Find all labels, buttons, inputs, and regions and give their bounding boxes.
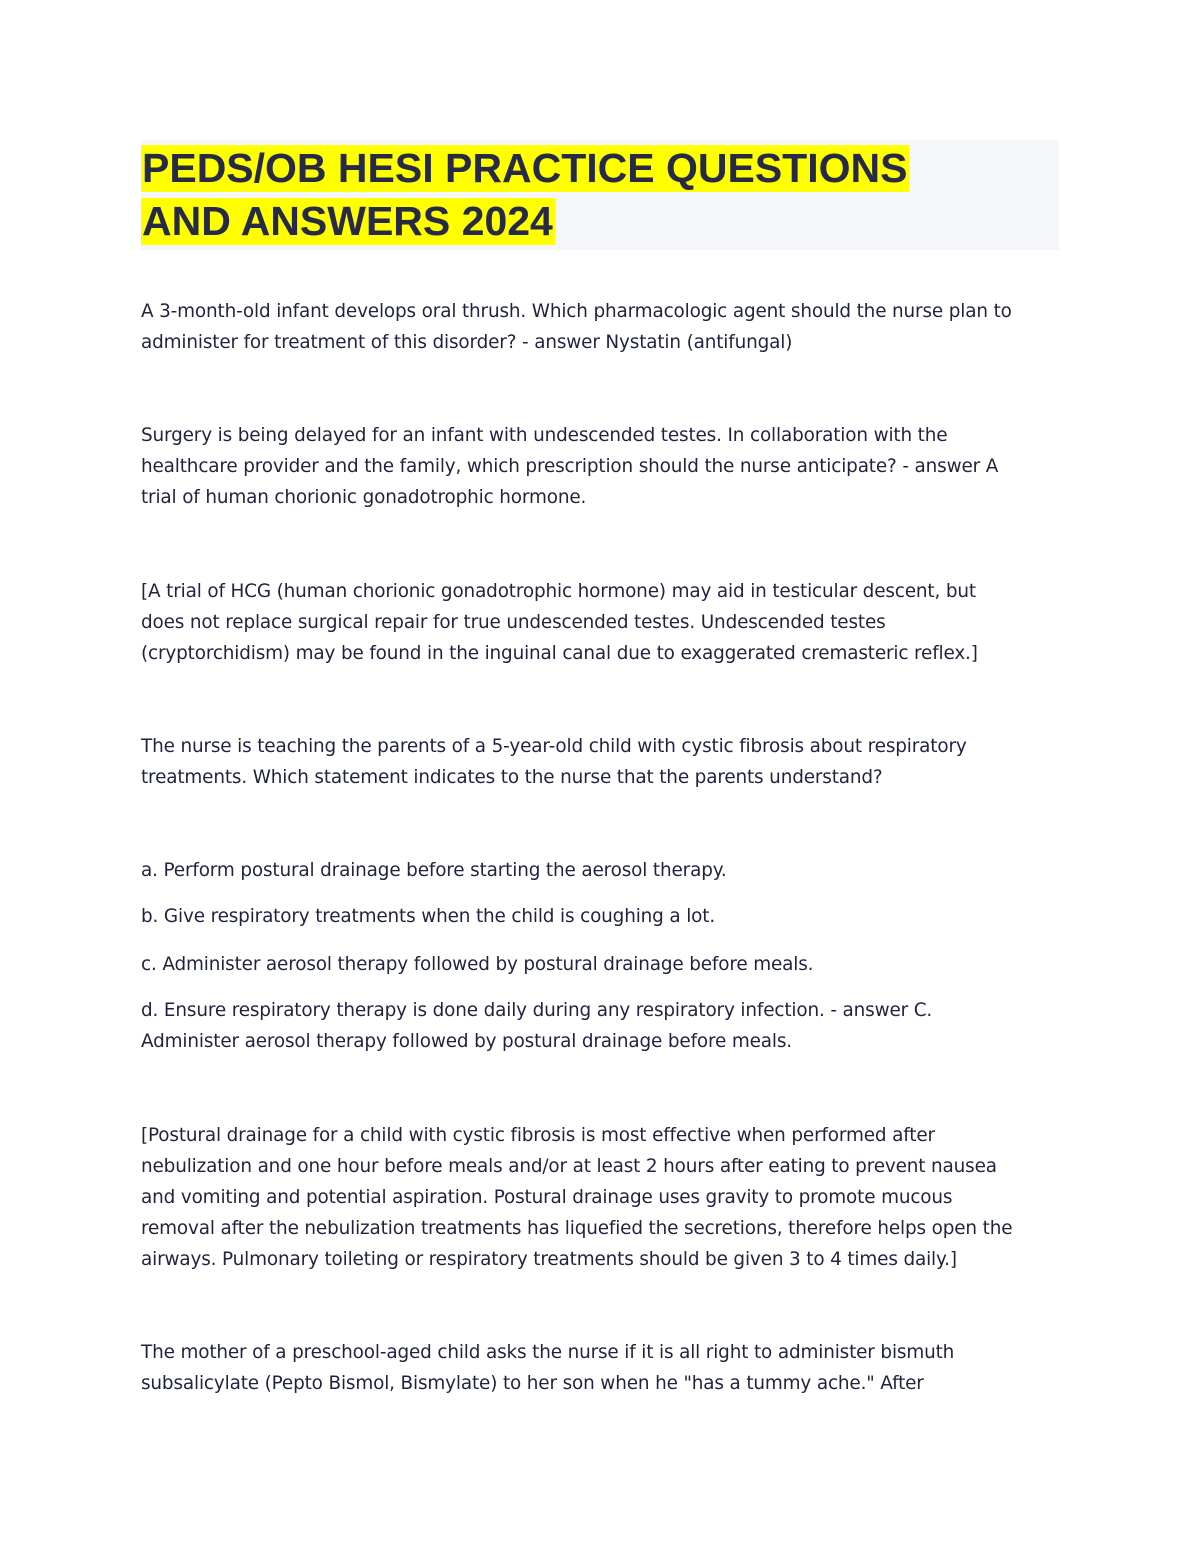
document-title bbox=[141, 142, 1041, 248]
paragraph-line: Surgery is being delayed for an infant with undescended testes. In collaboration with the bbox=[141, 425, 948, 446]
paragraph-line: b. Give respiratory treatments when the child is coughing a lot. bbox=[141, 906, 716, 927]
paragraph-line: a. Perform postural drainage before starting the aerosol therapy. bbox=[141, 860, 727, 881]
paragraph-line: treatments. Which statement indicates to the nurse that the parents understand? bbox=[141, 767, 883, 788]
option-a bbox=[141, 855, 1071, 886]
paragraph-line: removal after the nebulization treatments has liquefied the secretions, therefore helps open the bbox=[141, 1218, 1013, 1239]
paragraph-line: (cryptorchidism) may be found in the inguinal canal due to exaggerated cremasteric reflex.] bbox=[141, 643, 978, 664]
paragraph-line: The mother of a preschool-aged child asks the nurse if it is all right to administer bismuth bbox=[141, 1342, 955, 1363]
option-d-answer bbox=[141, 995, 1071, 1057]
paragraph-line: airways. Pulmonary toileting or respiratory treatments should be given 3 to 4 times daily.] bbox=[141, 1249, 957, 1270]
paragraph-line: The nurse is teaching the parents of a 5-year-old child with cystic fibrosis about respiratory bbox=[141, 736, 967, 757]
question-undescended-testes bbox=[141, 420, 1071, 513]
question-thrush bbox=[141, 296, 1071, 358]
paragraph-line: d. Ensure respiratory therapy is done daily during any respiratory infection. - answer C. bbox=[141, 1000, 933, 1021]
paragraph-line: nebulization and one hour before meals and/or at least 2 hours after eating to prevent nausea bbox=[141, 1156, 997, 1177]
option-b bbox=[141, 901, 1071, 932]
paragraph-line: [A trial of HCG (human chorionic gonadotrophic hormone) may aid in testicular descent, but bbox=[141, 581, 976, 602]
paragraph-line: Administer aerosol therapy followed by postural drainage before meals. bbox=[141, 1031, 793, 1052]
paragraph-line: and vomiting and potential aspiration. Postural drainage uses gravity to promote mucous bbox=[141, 1187, 953, 1208]
paragraph-line: subsalicylate (Pepto Bismol, Bismylate) to her son when he "has a tummy ache." After bbox=[141, 1373, 924, 1394]
paragraph-line: [Postural drainage for a child with cystic fibrosis is most effective when performed after bbox=[141, 1125, 935, 1146]
question-bismuth bbox=[141, 1337, 1071, 1399]
paragraph-line: c. Administer aerosol therapy followed by postural drainage before meals. bbox=[141, 954, 814, 975]
paragraph-line: healthcare provider and the family, which prescription should the nurse anticipate? - answer A bbox=[141, 456, 999, 477]
option-c bbox=[141, 949, 1071, 980]
rationale-postural-drainage bbox=[141, 1120, 1071, 1275]
title-line-1: PEDS/OB HESI PRACTICE QUESTIONS bbox=[142, 145, 908, 191]
paragraph-line: trial of human chorionic gonadotrophic hormone. bbox=[141, 487, 587, 508]
title-line-2: AND ANSWERS 2024 bbox=[142, 198, 553, 244]
rationale-hcg bbox=[141, 576, 1071, 669]
paragraph-line: does not replace surgical repair for true undescended testes. Undescended testes bbox=[141, 612, 886, 633]
question-cystic-fibrosis bbox=[141, 731, 1071, 793]
paragraph-line: administer for treatment of this disorder? - answer Nystatin (antifungal) bbox=[141, 332, 793, 353]
paragraph-line: A 3-month-old infant develops oral thrush. Which pharmacologic agent should the nurse plan to bbox=[141, 301, 1012, 322]
